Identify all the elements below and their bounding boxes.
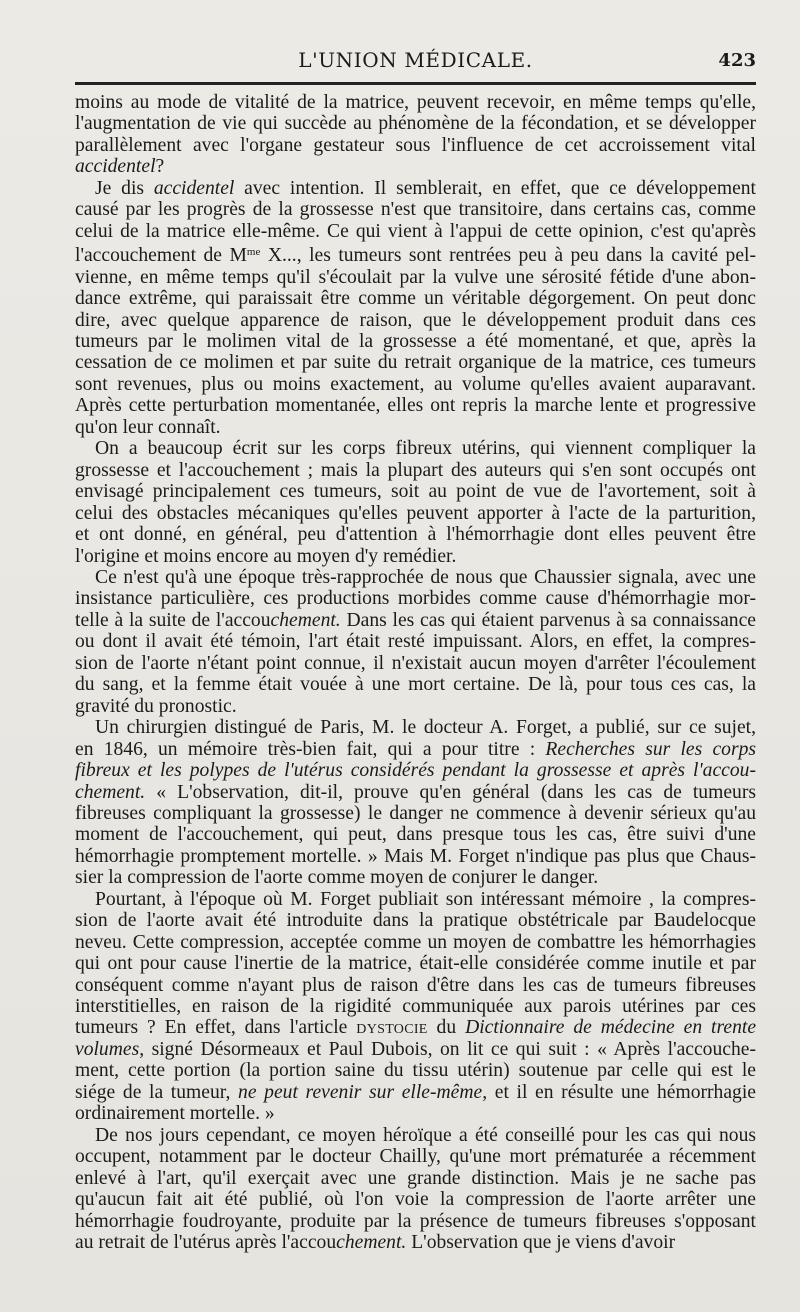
text-line: ou dont il avait été témoin, l'art était resté impuissant. Alors, en effet, la compres- <box>75 631 756 653</box>
paragraph <box>75 92 756 178</box>
text-line: qu'aucun fait ait été publié, où l'on voie la compression de l'aorte arrêter une <box>75 1189 756 1211</box>
text-line: chement. « L'observation, dit-il, prouve qu'en général (dans les cas de tumeurs <box>75 781 756 803</box>
text-line: l'origine et moins encore au moyen d'y remédier. <box>75 545 457 567</box>
text-line: On a beaucoup écrit sur les corps fibreux utérins, qui viennent compliquer la <box>95 438 756 460</box>
text-line: tumeurs par le molimen vital de la grossesse a été momentané, et que, après la <box>75 330 756 352</box>
text-line: grossesse et l'accouchement ; mais la plupart des auteurs qui s'en sont occupés ont <box>75 459 756 481</box>
text-line: dire, avec quelque apparence de raison, que le développement produit dans ces <box>75 309 756 331</box>
page-header <box>75 42 756 82</box>
text-line: Ce n'est qu'à une époque très-rapprochée de nous que Chaussier signala, avec une <box>95 566 756 588</box>
text-line: envisagé principalement ces tumeurs, soit au point de vue de l'avortement, soit à <box>75 481 756 503</box>
paragraph <box>75 438 756 567</box>
text-line: siége de la tumeur, ne peut revenir sur elle-même, et il en résulte une hémorrhagie <box>75 1081 756 1103</box>
text-line: sier la compression de l'aorte comme moyen de conjurer le danger. <box>75 867 599 889</box>
text-line: moins au mode de vitalité de la matrice, peuvent recevoir, en même temps qu'elle, <box>75 92 756 113</box>
text-line: telle à la suite de l'accouchement. Dans les cas qui étaient parvenus à sa connaissance <box>75 609 756 631</box>
text-line: ment, cette portion (la portion saine du tissu utérin) soutenue par celle qui est le <box>75 1060 756 1082</box>
text-line: sion de l'aorte n'étant point connue, il n'existait aucun moyen d'arrêter l'écoulement <box>75 652 756 674</box>
paragraph <box>75 178 756 438</box>
paragraph <box>75 889 756 1125</box>
text-line: qu'on leur connaît. <box>75 416 221 438</box>
text-line: tumeurs ? En effet, dans l'article dystocie du Dictionnaire de médecine en trente <box>75 1017 757 1039</box>
text-line: parallèlement avec l'organe gestateur sous l'influence de cet accroissement vital <box>75 134 756 156</box>
paragraph <box>75 567 756 717</box>
text-line: De nos jours cependant, ce moyen héroïque a été conseillé pour les cas qui nous <box>95 1124 756 1146</box>
text-line: sont revenues, plus ou moins exactement, au volume qu'elles avaient auparavant. <box>75 373 756 395</box>
paragraph <box>75 1125 756 1254</box>
text-line: moment de l'accouchement, qui peut, dans presque tous les cas, être suivi d'une <box>75 824 756 846</box>
text-line: interstitielles, en raison de la rigidité communiquée aux parois utérines par ces <box>75 996 756 1018</box>
text-line: dance extrême, qui paraissait être comme un véritable dégorgement. On peut donc <box>75 288 756 310</box>
text-line: l'augmentation de vie qui succède au phénomène de la fécondation, et se développer <box>75 113 756 135</box>
text-line: conséquent comme n'ayant plus de raison d'être dans les cas de tumeurs fibreuses <box>75 974 756 996</box>
text-line: fibreux et les polypes de l'utérus considérés pendant la grossesse et après l'accou- <box>75 760 756 782</box>
text-line: ordinairement mortelle. » <box>75 1103 275 1125</box>
header-rule <box>75 82 756 85</box>
text-line: Un chirurgien distingué de Paris, M. le docteur A. Forget, a publié, sur ce sujet, <box>95 717 756 739</box>
text-line: causé par les progrès de la grossesse n'est que transitoire, dans certains cas, comme <box>75 199 756 221</box>
text-line: et ont donné, en général, peu d'attention à l'hémorrhagie dont elles peuvent être <box>75 524 756 546</box>
text-line: volumes, signé Désormeaux et Paul Dubois, on lit ce qui suit : « Après l'accouche- <box>75 1038 756 1060</box>
text-line: Pourtant, à l'époque où M. Forget publiait son intéressant mémoire , la compres- <box>95 888 756 910</box>
text-line: du sang, et la femme était vouée à une mort certaine. De là, pour tous ces cas, la <box>75 674 756 696</box>
text-line: Après cette perturbation momentanée, elles ont repris la marche lente et progressive <box>75 395 756 417</box>
running-title: L'UNION MÉDICALE. <box>298 48 533 72</box>
text-line: Je dis accidentel avec intention. Il semblerait, en effet, que ce développement <box>95 177 757 199</box>
text-line: qui ont pour cause l'inertie de la matrice, était-elle considérée comme inutile et par <box>75 953 756 975</box>
text-line: occupent, notamment par le docteur Chailly, qu'une mort prématurée a récemment <box>75 1146 756 1168</box>
text-line: fibreuses compliquant la grossesse) le danger ne commence à devenir sérieux qu'au <box>75 802 756 824</box>
text-line: au retrait de l'utérus après l'accouchement. L'observation que je viens d'avoir <box>75 1232 676 1254</box>
text-line: accidentel? <box>75 156 165 178</box>
text-line: hémorrhagie foudroyante, produite par la présence de tumeurs fibreuses s'opposant <box>75 1210 756 1232</box>
text-line: celui de la matrice elle-même. Ce qui vient à l'appui de cette opinion, c'est qu'après <box>75 220 756 242</box>
paragraph <box>75 717 756 889</box>
text-line: neveu. Cette compression, acceptée comme un moyen de combattre les hémorrhagies <box>75 931 756 953</box>
text-line: insistance particulière, ces productions morbides comme cause d'hémorrhagie mor- <box>75 588 756 610</box>
text-line: cessation de ce molimen et par suite du retrait organique de la matrice, ces tumeurs <box>75 352 756 374</box>
text-line: vienne, en même temps qu'il s'écoulait par la vulve une sérosité fétide d'une abon- <box>75 266 756 288</box>
page-number: 423 <box>718 50 756 71</box>
text-line: hémorrhagie promptement mortelle. » Mais M. Forget n'indique pas plus que Chaus- <box>75 845 756 867</box>
body-text <box>75 92 756 1253</box>
text-line: sion de l'aorte avait été introduite dans la pratique obstétricale par Baudelocque <box>75 910 756 932</box>
text-line: en 1846, un mémoire très-bien fait, qui a pour titre : Recherches sur les corps <box>75 738 756 760</box>
text-line: enlevé à l'art, qu'il exerçait avec une grande distinction. Mais je ne sache pas <box>75 1167 756 1189</box>
text-line: gravité du pronostic. <box>75 695 237 717</box>
text-line: celui des obstacles mécaniques qu'elles peuvent apporter à l'acte de la parturition, <box>75 502 756 524</box>
text-line: l'accouchement de $M^{me}$ X..., les tumeurs sont rentrées peu à peu dans la cavité pel- <box>75 245 756 267</box>
